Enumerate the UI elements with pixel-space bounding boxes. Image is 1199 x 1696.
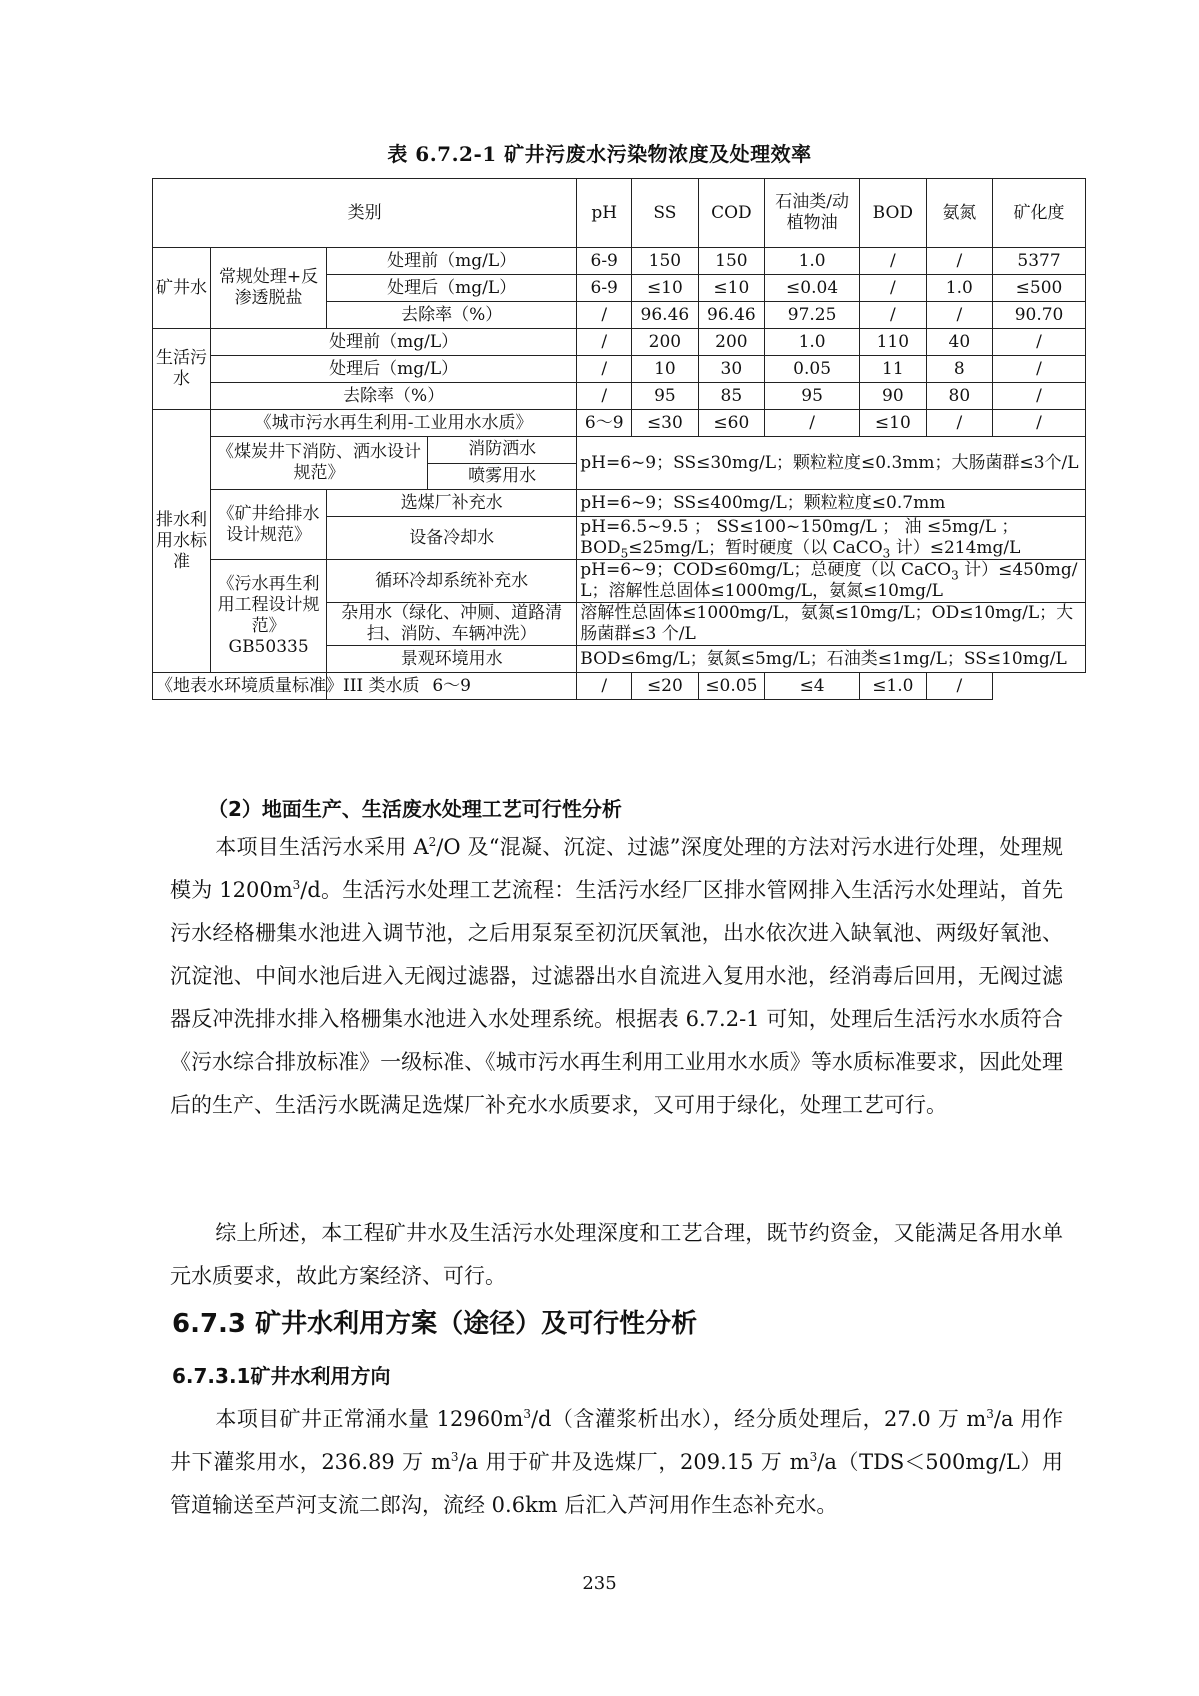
cell-oil: ≤0.04 bbox=[765, 275, 860, 302]
mine-water-label: 矿井水 bbox=[153, 248, 211, 329]
cell-mineral: / bbox=[993, 383, 1086, 410]
table-row bbox=[153, 329, 1086, 356]
standards-label: 排水利用水标准 bbox=[153, 410, 211, 673]
cell-cod: ≤60 bbox=[698, 410, 764, 437]
cell-ss: ≤10 bbox=[632, 275, 698, 302]
pollutant-table bbox=[152, 178, 1086, 700]
paragraph bbox=[170, 826, 1063, 1127]
subscript: 5 bbox=[620, 546, 629, 561]
cell-ss: 150 bbox=[632, 248, 698, 275]
standard-requirement: 溶解性总固体≤1000mg/L，氨氮≤10mg/L；OD≤10mg/L；大肠菌群≤3 个/L bbox=[577, 603, 1086, 646]
standard-name: 《煤炭井下消防、洒水设计规范》 bbox=[211, 437, 428, 489]
cell-ph: 6-9 bbox=[577, 248, 632, 275]
cell-ss: / bbox=[577, 673, 632, 700]
cell-oil: ≤0.05 bbox=[698, 673, 764, 700]
cell-nh: 8 bbox=[926, 356, 992, 383]
cell-bod: 110 bbox=[860, 329, 926, 356]
req-line: 计）≤450mg/L；溶解性总固体≤1000mg/L，氨氮≤10mg/L bbox=[580, 560, 1078, 601]
cell-oil: 1.0 bbox=[765, 248, 860, 275]
header-cod: COD bbox=[698, 179, 764, 248]
subscript: 3 bbox=[882, 546, 891, 561]
cell-ph: 6～9 bbox=[577, 410, 632, 437]
cell-nh: / bbox=[926, 410, 992, 437]
cell-oil: 1.0 bbox=[765, 329, 860, 356]
header-ph: pH bbox=[577, 179, 632, 248]
superscript: 3 bbox=[523, 1407, 531, 1421]
header-bod: BOD bbox=[860, 179, 926, 248]
cell-nh: 1.0 bbox=[926, 275, 992, 302]
cell-mineral: 90.70 bbox=[993, 302, 1086, 329]
cell-ph: 6-9 bbox=[577, 275, 632, 302]
cell-ph: 6～9 bbox=[327, 673, 577, 700]
standard-name bbox=[211, 560, 327, 673]
standard-name: 《地表水环境质量标准》III 类水质 bbox=[153, 673, 327, 700]
superscript: 3 bbox=[450, 1450, 459, 1464]
cell-cod: 30 bbox=[698, 356, 764, 383]
cell-mineral: ≤500 bbox=[993, 275, 1086, 302]
cell-bod: 90 bbox=[860, 383, 926, 410]
cell-ss: 95 bbox=[632, 383, 698, 410]
paragraph bbox=[170, 1398, 1063, 1527]
cell-nh: 40 bbox=[926, 329, 992, 356]
standard-requirement: BOD≤6mg/L；氨氮≤5mg/L；石油类≤1mg/L；SS≤10mg/L bbox=[577, 646, 1086, 673]
cell-nh: / bbox=[926, 248, 992, 275]
cell-ss: 200 bbox=[632, 329, 698, 356]
header-category: 类别 bbox=[153, 179, 577, 248]
header-ss: SS bbox=[632, 179, 698, 248]
paragraph-text: /a（TDS＜500mg/L）用管道输送至芦河支流二郎沟，流经 0.6km 后汇入芦河用作生态补充水。 bbox=[170, 1450, 1064, 1517]
cell-mineral: / bbox=[993, 410, 1086, 437]
cell-oil: 97.25 bbox=[765, 302, 860, 329]
paragraph-text: 本项目矿井正常涌水量 12960m bbox=[215, 1407, 524, 1431]
standard-code: GB50335 bbox=[228, 637, 309, 657]
req-bod: BOD bbox=[580, 538, 621, 558]
table-row bbox=[153, 673, 1086, 700]
cell-ph: / bbox=[577, 302, 632, 329]
table-row bbox=[153, 410, 1086, 437]
paragraph-text: /a 用作井下灌浆用水，236.89 万 m bbox=[170, 1407, 1063, 1474]
table-row bbox=[153, 356, 1086, 383]
cell-mineral: 5377 bbox=[993, 248, 1086, 275]
standard-requirement bbox=[577, 560, 1086, 603]
standard-name: 《矿井给排水设计规范》 bbox=[211, 490, 327, 560]
use-name: 选煤厂补充水 bbox=[327, 490, 577, 517]
superscript: 3 bbox=[986, 1407, 994, 1421]
cell-cod: ≤20 bbox=[632, 673, 698, 700]
cell-mineral: / bbox=[926, 673, 992, 700]
use-name: 循环冷却系统补充水 bbox=[327, 560, 577, 603]
cell-ss: 10 bbox=[632, 356, 698, 383]
table-caption: 表 6.7.2-1 矿井污废水污染物浓度及处理效率 bbox=[387, 142, 812, 166]
cell-cod: 150 bbox=[698, 248, 764, 275]
cell-nh: ≤1.0 bbox=[860, 673, 926, 700]
cell-oil: 95 bbox=[765, 383, 860, 410]
row-item: 处理后（mg/L） bbox=[327, 275, 577, 302]
subscript: 3 bbox=[951, 568, 959, 583]
cell-bod: / bbox=[860, 275, 926, 302]
cell-cod: 85 bbox=[698, 383, 764, 410]
subsection-title: 6.7.3.1矿井水利用方向 bbox=[172, 1364, 391, 1388]
cell-ss: ≤30 bbox=[632, 410, 698, 437]
cell-bod: 11 bbox=[860, 356, 926, 383]
req-line: 计）≤214mg/L bbox=[890, 538, 1021, 558]
coal-standard-cell bbox=[211, 437, 577, 490]
superscript: 3 bbox=[292, 878, 301, 892]
cell-oil: 0.05 bbox=[765, 356, 860, 383]
standard-name: 《城市污水再生利用-工业用水水质》 bbox=[211, 410, 577, 437]
cell-ph: / bbox=[577, 383, 632, 410]
cell-nh: 80 bbox=[926, 383, 992, 410]
row-item: 去除率（%） bbox=[327, 302, 577, 329]
cell-bod: ≤4 bbox=[765, 673, 860, 700]
superscript: 3 bbox=[809, 1450, 818, 1464]
table-row bbox=[153, 490, 1086, 517]
cell-ph: / bbox=[577, 356, 632, 383]
paragraph-text: /d（含灌浆析出水），经分质处理后，27.0 万 m bbox=[530, 1407, 987, 1431]
mine-water-process: 常规处理+反渗透脱盐 bbox=[211, 248, 327, 329]
paragraph-text: 综上所述，本工程矿井水及生活污水处理深度和工艺合理，既节约资金，又能满足各用水单元水质要求，故此方案经济、可行。 bbox=[170, 1221, 1063, 1288]
header-nh: 氨氮 bbox=[926, 179, 992, 248]
row-item: 处理后（mg/L） bbox=[211, 356, 577, 383]
use-mist-spray: 喷雾用水 bbox=[468, 465, 537, 486]
cell-ss: 96.46 bbox=[632, 302, 698, 329]
use-name: 设备冷却水 bbox=[327, 517, 577, 560]
cell-cod: 200 bbox=[698, 329, 764, 356]
req-line: pH=6.5~9.5 ； SS≤100~150mg/L ； 油 ≤5mg/L ； bbox=[580, 517, 1019, 537]
page-number: 235 bbox=[582, 1573, 617, 1594]
use-fire-spray: 消防洒水 bbox=[428, 437, 576, 464]
paragraph-text: /d。生活污水处理工艺流程：生活污水经厂区排水管网排入生活污水处理站，首先污水经格栅集水池进入调节池，之后用泵泵至初沉厌氧池，出水依次进入缺氧池、两级好氧池、沉淀池、中间水池后进入无阀过滤器，过滤器出水自流进入复用水池，经消毒后回用，无阀过滤器反冲洗排水排入格栅集水池进入水处理系统。根据表 6.7.2-1 可知，处理后生活污水水质符合《污水综合排放标准》一级标准、《城市污水再生利用工业用水水质》等水质标准要求，因此处理后的生产、生活污水既满足选煤厂补充水水质要求，又可用于绿化，处理工艺可行。 bbox=[170, 878, 1063, 1117]
cell-mineral: / bbox=[993, 356, 1086, 383]
header-oil: 石油类/动植物油 bbox=[765, 179, 860, 248]
section-title: 6.7.3 矿井水利用方案（途径）及可行性分析 bbox=[172, 1309, 698, 1339]
req-line: ≤25mg/L；暂时硬度（以 CaCO bbox=[628, 538, 883, 558]
standard-name-line: 《污水再生利用工程设计规范》 bbox=[217, 574, 320, 636]
paragraph-text: 本项目生活污水采用 A bbox=[215, 835, 429, 859]
cell-ph: / bbox=[577, 329, 632, 356]
paragraph-text: /a 用于矿井及选煤厂，209.15 万 m bbox=[458, 1450, 810, 1474]
use-name: 杂用水（绿化、冲厕、道路清扫、消防、车辆冲洗） bbox=[327, 603, 577, 646]
cell-cod: ≤10 bbox=[698, 275, 764, 302]
superscript: 2 bbox=[428, 835, 437, 849]
table-row bbox=[153, 383, 1086, 410]
standard-requirement: pH=6~9；SS≤30mg/L；颗粒粒度≤0.3mm；大肠菌群≤3个/L bbox=[577, 437, 1086, 490]
row-item: 处理前（mg/L） bbox=[211, 329, 577, 356]
paragraph bbox=[170, 1212, 1063, 1298]
domestic-label: 生活污水 bbox=[153, 329, 211, 410]
cell-bod: ≤10 bbox=[860, 410, 926, 437]
row-item: 去除率（%） bbox=[211, 383, 577, 410]
cell-bod: / bbox=[860, 248, 926, 275]
cell-mineral: / bbox=[993, 329, 1086, 356]
cell-oil: / bbox=[765, 410, 860, 437]
paragraph-text: /O 及“混凝、沉淀、过滤”深度处理的方法对污水进行处理，处理规模为 1200m bbox=[170, 835, 1064, 902]
row-item: 处理前（mg/L） bbox=[327, 248, 577, 275]
cell-nh: / bbox=[926, 302, 992, 329]
table-header-row bbox=[153, 179, 1086, 248]
standard-requirement: pH=6~9；SS≤400mg/L；颗粒粒度≤0.7mm bbox=[577, 490, 1086, 517]
req-line: pH=6~9；COD≤60mg/L；总硬度（以 CaCO bbox=[580, 560, 952, 580]
use-name: 景观环境用水 bbox=[327, 646, 577, 673]
table-row bbox=[153, 248, 1086, 275]
header-mineral: 矿化度 bbox=[993, 179, 1086, 248]
cell-cod: 96.46 bbox=[698, 302, 764, 329]
section-heading: （2）地面生产、生活废水处理工艺可行性分析 bbox=[208, 797, 622, 821]
standard-requirement bbox=[577, 517, 1086, 560]
cell-bod: / bbox=[860, 302, 926, 329]
